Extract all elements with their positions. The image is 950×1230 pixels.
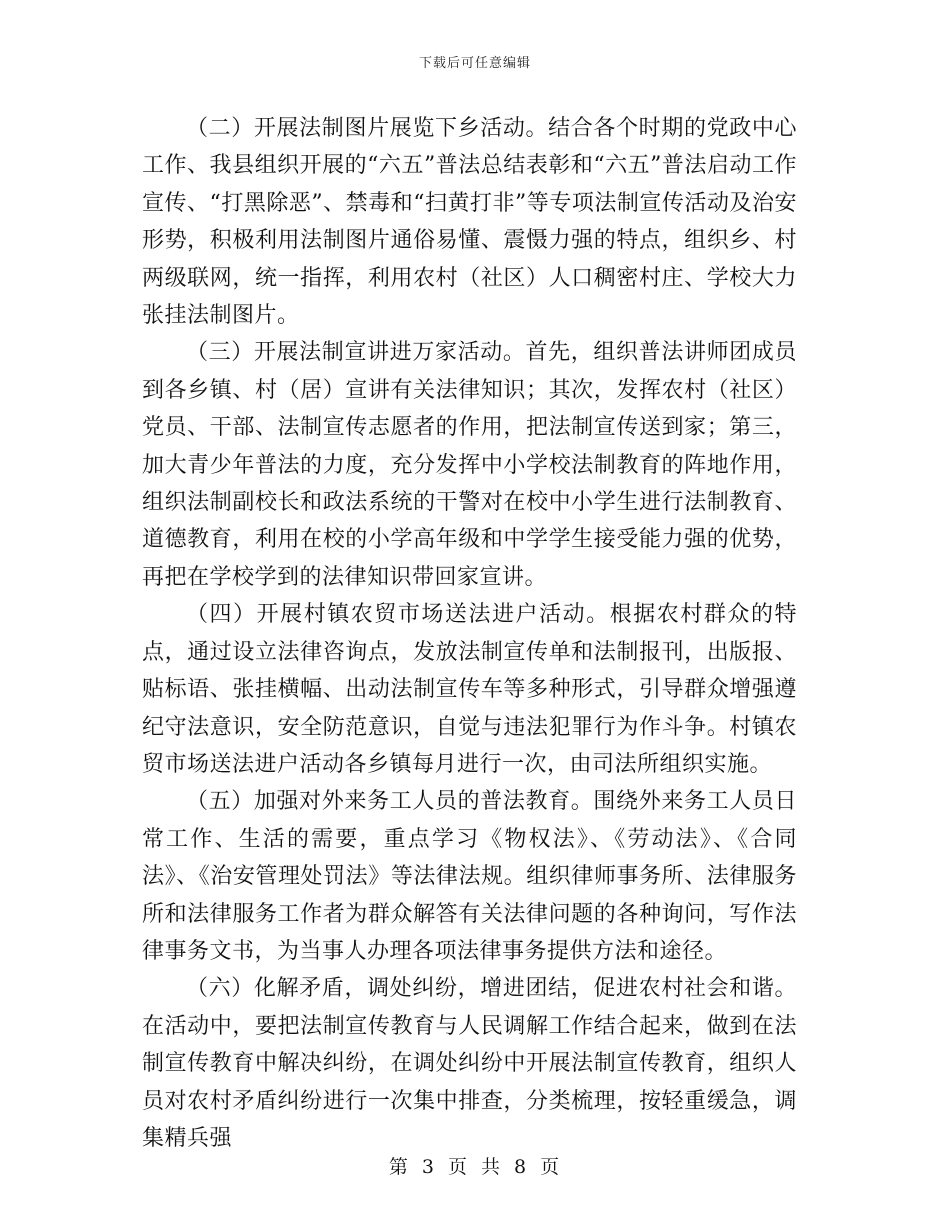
- paragraph-section-6: （六）化解矛盾，调处纠纷，增进团结，促进农村社会和谐。在活动中，要把法制宣传教育与人民调解工作结合起来，做到在法制宣传教育中解决纠纷，在调处纠纷中开展法制宣传教育，组织人员对农村矛盾纠纷进行一次集中排查，分类梳理，按轻重缓急，调集精兵强: [142, 976, 797, 1151]
- paragraph-section-3: （三）开展法制宣讲进万家活动。首先，组织普法讲师团成员到各乡镇、村（居）宣讲有关法律知识；其次，发挥农村（社区）党员、干部、法制宣传志愿者的作用，把法制宣传送到家；第三，加大青少年普法的力度，充分发挥中小学校法制教育的阵地作用，组织法制副校长和政法系统的干警对在校中小学生进行法制教育、道德教育，利用在校的小学高年级和中学学生接受能力强的优势，再把在学校学到的法律知识带回家宣讲。: [142, 340, 797, 590]
- paragraph-section-2: （二）开展法制图片展览下乡活动。结合各个时期的党政中心工作、我县组织开展的“六五”普法总结表彰和“六五”普法启动工作宣传、“打黑除恶”、禁毒和“扫黄打非”等专项法制宣传活动及治安形势，积极利用法制图片通俗易懂、震慑力强的特点，组织乡、村两级联网，统一指挥，利用农村（社区）人口稠密村庄、学校大力张挂法制图片。: [142, 116, 797, 329]
- document-body: [142, 110, 797, 1157]
- paragraph-section-4: （四）开展村镇农贸市场送法进户活动。根据农村群众的特点，通过设立法律咨询点，发放法制宣传单和法制报刊，出版报、贴标语、张挂横幅、出动法制宣传车等多种形式，引导群众增强遵纪守法意识，安全防范意识，自觉与违法犯罪行为作斗争。村镇农贸市场送法进户活动各乡镇每月进行一次，由司法所组织实施。: [142, 602, 797, 777]
- page-number: 第 3 页 共 8 页: [388, 1156, 562, 1178]
- header-note: 下载后可任意编辑: [418, 56, 531, 71]
- paragraph-section-5: （五）加强对外来务工人员的普法教育。围绕外来务工人员日常工作、生活的需要，重点学习《物权法》、《劳动法》、《合同法》、《治安管理处罚法》等法律法规。组织律师事务所、法律服务所和法律服务工作者为群众解答有关法律问题的各种询问，写作法律事务文书，为当事人办理各项法律事务提供方法和途径。: [142, 789, 797, 964]
